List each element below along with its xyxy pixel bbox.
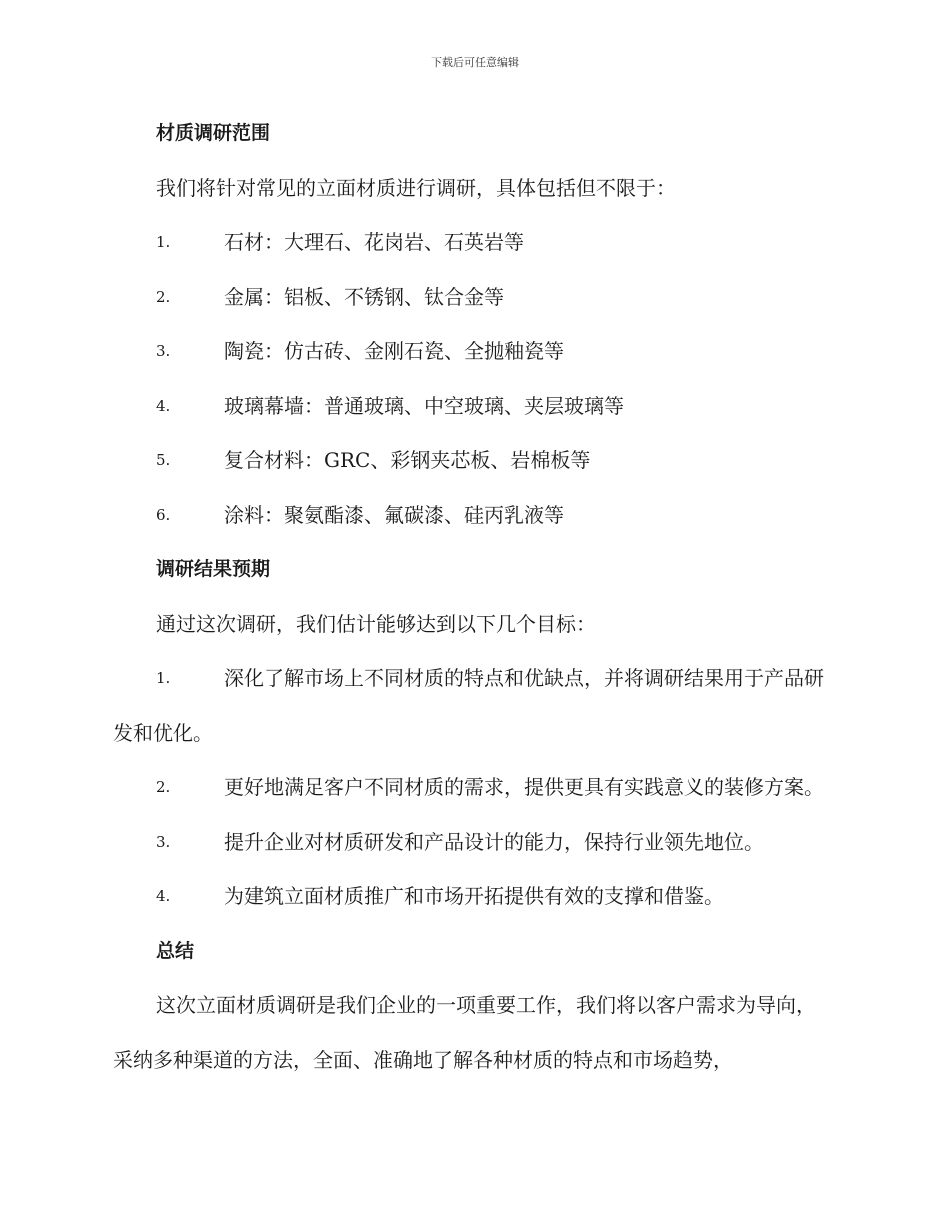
list-number: 4.	[156, 887, 171, 905]
list-item	[113, 815, 833, 870]
section-intro-expectations: 通过这次调研，我们估计能够达到以下几个目标：	[156, 611, 596, 636]
list-item	[113, 760, 833, 815]
list-text: 提升企业对材质研发和产品设计的能力，保持行业领先地位。	[224, 829, 764, 854]
page-header: 下载后可任意编辑	[431, 56, 519, 69]
list-text: 玻璃幕墙：普通玻璃、中空玻璃、夹层玻璃等	[224, 393, 624, 418]
document-body	[113, 106, 833, 1087]
list-item	[113, 379, 833, 434]
summary-paragraph: 这次立面材质调研是我们企业的一项重要工作，我们将以客户需求为导向，采纳多种渠道的方法，全面、准确地了解各种材质的特点和市场趋势，	[113, 993, 816, 1072]
list-number: 6.	[156, 505, 171, 524]
list-text: 石材：大理石、花岗岩、石英岩等	[224, 230, 524, 254]
section-intro-scope: 我们将针对常见的立面材质进行调研，具体包括但不限于：	[156, 175, 676, 200]
list-text: 陶瓷：仿古砖、金刚石瓷、全抛釉瓷等	[224, 339, 564, 363]
list-number: 3.	[156, 832, 171, 851]
list-text: 复合材料：GRC、彩钢夹芯板、岩棉板等	[224, 448, 591, 472]
list-number: 4.	[156, 396, 171, 415]
section-heading-summary: 总结	[156, 939, 195, 962]
section-heading-expectations: 调研结果预期	[156, 558, 271, 580]
list-number: 2.	[156, 778, 171, 796]
list-item	[113, 324, 833, 379]
list-text: 涂料：聚氨酯漆、氟碳漆、硅丙乳液等	[224, 502, 564, 527]
list-number: 3.	[156, 342, 171, 360]
list-item	[113, 270, 833, 325]
list-number: 5.	[156, 451, 171, 469]
list-item	[113, 215, 833, 270]
list-item	[113, 651, 833, 760]
list-text: 深化了解市场上不同材质的特点和优缺点，并将调研结果用于产品研发和优化。	[113, 666, 824, 745]
list-item	[113, 869, 833, 924]
list-text: 金属：铝板、不锈钢、钛合金等	[224, 284, 504, 309]
list-number: 2.	[156, 287, 171, 306]
list-number: 1.	[156, 233, 171, 251]
section-heading-scope: 材质调研范围	[156, 122, 271, 144]
list-text: 更好地满足客户不同材质的需求，提供更具有实践意义的装修方案。	[224, 775, 824, 799]
list-item	[113, 433, 833, 488]
list-item	[113, 488, 833, 543]
list-text: 为建筑立面材质推广和市场开拓提供有效的支撑和借鉴。	[224, 884, 724, 908]
list-number: 1.	[156, 669, 171, 687]
